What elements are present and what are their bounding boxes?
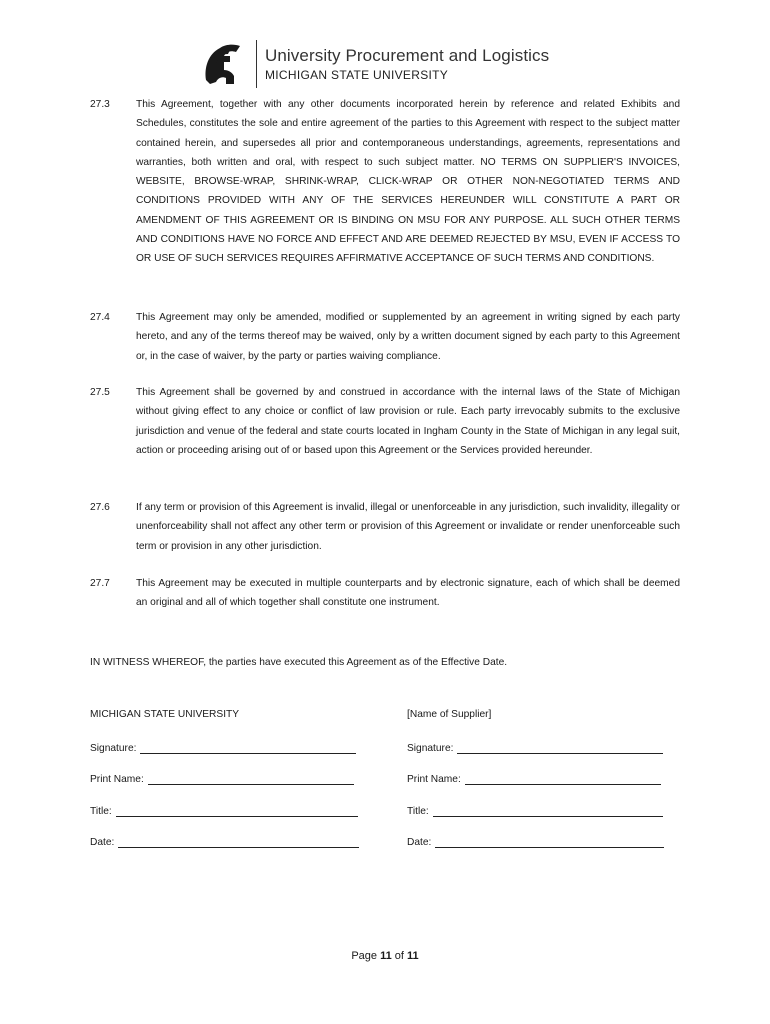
party-left-name: MICHIGAN STATE UNIVERSITY [90,709,240,720]
section-27-5 [90,383,680,460]
title-label: Title: [90,806,112,817]
section-27-3 [90,95,680,269]
header-divider [256,40,257,88]
section-number: 27.6 [90,502,110,513]
signature-label: Signature: [407,743,454,754]
section-number: 27.7 [90,578,110,589]
right-title-row [407,804,663,817]
right-date-field[interactable] [435,835,664,848]
right-title-field[interactable] [433,804,663,817]
left-title-field[interactable] [116,804,358,817]
right-signature-field[interactable] [457,741,663,754]
section-number: 27.4 [90,312,110,323]
left-print-name-field[interactable] [148,772,354,785]
section-27-4 [90,308,680,366]
date-label: Date: [90,837,115,848]
signature-label: Signature: [90,743,137,754]
section-number: 27.3 [90,99,110,110]
date-label: Date: [407,837,432,848]
title-label: Title: [407,806,429,817]
section-text: This Agreement may be executed in multiple counterparts and by electronic signature, each of which shall be deemed an original and all of which together shall constitute one instrument. [136,578,680,609]
section-text: If any term or provision of this Agreement is invalid, illegal or unenforceable in any jurisdiction, such invalidity, illegality or unenforceability shall not affect any other term or provision of this Agreement or invalidate or render unenforceable such term or provision in any other jurisdiction. [136,502,680,552]
right-signature-row [407,741,663,754]
left-signature-field[interactable] [140,741,356,754]
print-name-label: Print Name: [407,774,461,785]
org-name: University Procurement and Logistics [265,46,550,65]
section-text: This Agreement may only be amended, modified or supplemented by an agreement in writing signed by each party hereto, and any of the terms thereof may be waived, only by a written document signed by each party to this Agreement or, in the case of waiver, by the party or parties waiving compliance. [136,312,680,362]
witness-statement: IN WITNESS WHEREOF, the parties have executed this Agreement as of the Effective Date. [90,657,508,668]
section-text: This Agreement, together with any other documents incorporated herein by reference and related Exhibits and Schedules, constitutes the sole and entire agreement of the parties to this Agreement with respect to the subject matter contained herein, and supersedes all prior and contemporaneous understandings, agreements, representations and warranties, both written and oral, with respect to such subject matter. NO TERMS ON SUPPLIER'S INVOICES, WEBSITE, BROWSE-WRAP, SHRINK-WRAP, CLICK-WRAP OR OTHER NON-NEGOTIATED TERMS AND CONDITIONS PROVIDED WITH ANY OF THE SERVICES HEREUNDER WILL CONSTITUTE A PART OR AMENDMENT OF THIS AGREEMENT OR IS BINDING ON MSU FOR ANY PURPOSE. ALL SUCH OTHER TERMS AND CONDITIONS HAVE NO FORCE AND EFFECT AND ARE DEEMED REJECTED BY MSU, EVEN IF ACCESS TO OR USE OF SUCH SERVICES REQUIRES AFFIRMATIVE ACCEPTANCE OF SUCH TERMS AND CONDITIONS. [136,99,680,265]
spartan-helmet-logo [200,40,244,88]
party-right-name: [Name of Supplier] [407,709,492,720]
of-word: of [394,950,404,962]
current-page: 11 [380,950,392,962]
right-print-name-field[interactable] [465,772,661,785]
page-word: Page [351,950,378,962]
total-pages: 11 [407,950,419,962]
left-signature-row [90,741,356,754]
right-print-name-row [407,772,661,785]
section-27-6 [90,498,680,556]
section-number: 27.5 [90,387,110,398]
university-name: MICHIGAN STATE UNIVERSITY [265,68,449,82]
left-title-row [90,804,358,817]
print-name-label: Print Name: [90,774,144,785]
left-date-row [90,835,359,848]
section-text: This Agreement shall be governed by and construed in accordance with the internal laws of the State of Michigan without giving effect to any choice or conflict of law provision or rule. Each party irrevocably submits to the exclusive jurisdiction and venue of the federal and state courts located in Ingham County in the State of Michigan in any legal suit, action or proceeding arising out of or based upon this Agreement or the Services provided hereunder. [136,387,680,456]
right-date-row [407,835,664,848]
section-27-7 [90,574,680,613]
left-print-name-row [90,772,354,785]
left-date-field[interactable] [118,835,359,848]
page-number [0,950,770,962]
document-header [200,36,549,92]
